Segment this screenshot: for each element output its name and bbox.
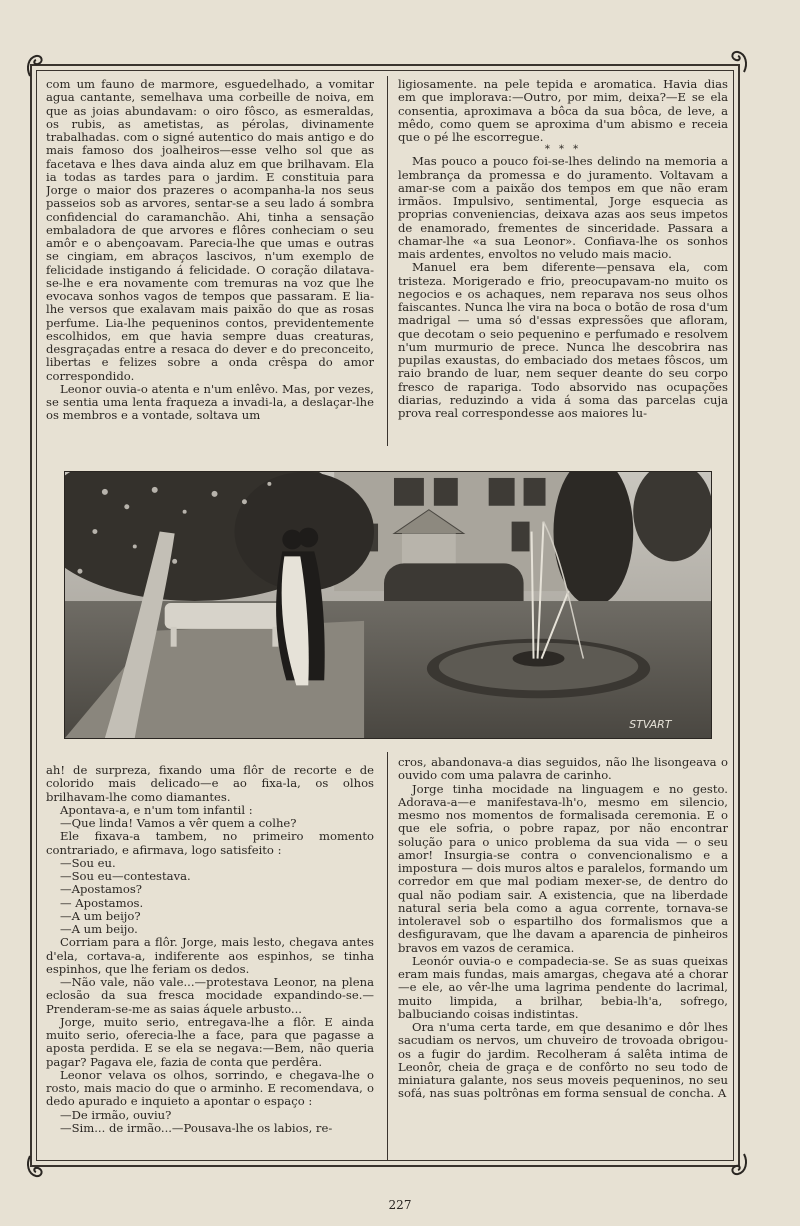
paragraph: —Sou eu. xyxy=(60,855,116,870)
paragraph: —Que linda! Vamos a vêr quem a colhe? xyxy=(60,816,297,830)
paragraph: Manuel era bem diferente—pensava ela, com tristeza. Morigerado e frio, preocupavam-no muito os negocios e os achaques, nem reparava nos seus olhos faiscantes. Nunca lhe vira na boca o botão de rosa d'um madrigal — uma só d'essas expressões que afloram, que decotam o seio pequenino e perfumado e resolvem n'um murmurio de prece. Nunca lhe descobrira nas pupilas exaustas, do embaciado dos metaes fôscos, um raio brando de luar, nem sequer deante do seu corpo fresco de rapariga. Todo absorvido nas ocupações diarias, reduzindo a vida á soma das parcelas cuja prova real correspondesse aos maiores lu- xyxy=(398,260,728,420)
paragraph: —Apostamos? xyxy=(60,882,143,897)
paragraph: ligiosamente. na pele tepida e aromatica. Havia dias em que implorava:—Outro, por mim, deixa?—E se ela consentia, aproximava a bôca da sua bôca, de leve, a mêdo, como quem se aproxima d'um abismo e receia que o pé lhe escorregue. xyxy=(398,78,728,144)
column-top-left xyxy=(46,78,374,444)
corner-ornament-top-right xyxy=(724,48,750,74)
paragraph: Leonor velava os olhos, sorrindo, e chegava-lhe o rosto, mais macio do que o arminho. E recomendava, o dedo apurado e inquieto a apontar o espaço : xyxy=(46,1067,374,1109)
paragraph: Ele fixava-a tambem, no primeiro momento contrariado, e afirmava, logo satisfeito : xyxy=(46,829,374,857)
paragraph: Leonor ouvia-o atenta e n'um enlêvo. Mas, por vezes, se sentia uma lenta fraqueza a invadi-la, a deslaçar-lhe os membros e a vontade, soltava um xyxy=(46,381,374,423)
paragraph: Mas pouco a pouco foi-se-lhes delindo na memoria a lembrança da promessa e do juramento. Voltavam a amar-se com a paixão dos tempos em que não eram irmãos. Impulsivo, sentimental, Jorge esquecia as proprias conveniencias, deixava azas aos seus impetos de enamorado, frementes de sinceridade. Passara a chamar-lhe «a sua Leonor». Confiava-lhe os sonhos mais ardentes, envoltos no veludo mais macio. xyxy=(398,154,728,261)
paragraph: —A um beijo. xyxy=(60,922,138,936)
paragraph: —Sim... de irmão...—Pousava-lhe os labios, re- xyxy=(60,1120,333,1135)
paragraph: ah! de surpreza, fixando uma flôr de recorte e de colorido mais delicado—e ao fixa-la, os olhos brilhavam-lhe como diamantes. xyxy=(46,764,374,804)
paragraph: com um fauno de marmore, esguedelhado, a vomitar agua cantante, semelhava uma corbeille de noiva, em que as joias abundavam: o oiro fôsco, as esmeraldas, os rubis, as ametistas, as pérolas, divinamente trabalhadas. com o signé autentico do mais antigo e do mais famoso dos joalheiros—esse velho sol que as facetava e lhes dava ainda aluz em que brilhavam. Ela ia todas as tardes para o jardim. E constituia para Jorge o maior dos prazeres o acompanha-la nos seus passeios sob as arvores, sentar-se a seu lado á sombra confidencial do caramanchão. Ahi, tinha a sensação embaladora de que arvores e flôres conheciam o seu amôr e o abençoavam. Parecia-lhe que umas e outras se cingiam, em abraços lascivos, n'um exemplo de felicidade instigando á felicidade. O coração dilatava-se-lhe e era novamente com tremuras na voz que lhe evocava sonhos vagos de tempos que passaram. E lia-lhe versos que exalavam mais paixão do que as rosas perfume. Lia-lhe pequeninos contos, previdentemente escolhidos, em que havia sempre duas creaturas, desgraçadas entre a resaca do dever e do preconceito, libertas e felizes sobre a onda crêspa do amor correspondido. xyxy=(46,78,374,383)
column-top-right xyxy=(398,78,728,444)
garden-illustration xyxy=(64,471,712,739)
column-divider-bottom xyxy=(387,752,388,1160)
paragraph: Jorge tinha mocidade na linguagem e no gesto. Adorava-a—e manifestava-lh'o, mesmo em silencio, mesmo nos momentos de formalisada ceremonia. E o que ele sofria, o pobre rapaz, por não encontrar solução para o unico problema da sua vida — o seu amor! Insurgia-se contra o convencionalismo e a impostura — dois muros altos e paralelos, formando um corredor em que mal podiam mexer-se, de dentro do qual não podiam sair. A existencia, que na liberdade natural seria bela como a agua corrente, tornava-se intoleravel sob o espartilho dos formalismos que a desfiguravam, que lhe davam a aparencia de pinheiros bravos em vazos de ceramica. xyxy=(398,781,728,955)
paragraph: —A um beijo? xyxy=(60,908,141,923)
paragraph: Leonór ouvia-o e compadecia-se. Se as suas queixas eram mais fundas, mais amargas, chegava até a chorar—e ele, ao vêr-lhe uma lagrima pendente do lacrimal, muito limpida, a brilhar, bebia-lh'a, sofrego, balbuciando coisas indistintas. xyxy=(398,953,728,1021)
column-bottom-right xyxy=(398,756,728,1160)
column-divider-top xyxy=(387,76,388,446)
garden-fountain-couple-illustration xyxy=(65,472,711,738)
column-bottom-left xyxy=(46,764,374,1160)
paragraph: —De irmão, ouviu? xyxy=(60,1107,172,1122)
paragraph: cros, abandonava-a dias seguidos, não lhe lisongeava o ouvido com uma palavra de carinho. xyxy=(398,756,728,783)
paragraph: Jorge, muito serio, entregava-lhe a flôr. E ainda muito serio, oferecia-lhe a face, para que pagasse a aposta perdida. E se ela se negava:—Bem, não queria pagar? Pagava ele, fazia de conta que perdêra. xyxy=(46,1014,374,1069)
paragraph: Corriam para a flôr. Jorge, mais lesto, chegava antes d'ela, cortava-a, indiferente aos espinhos, se tinha espinhos, que lhe feriam os dedos. xyxy=(46,935,374,976)
section-asterism: * * * xyxy=(544,144,582,156)
paragraph: Ora n'uma certa tarde, em que desanimo e dôr lhes sacudiam os nervos, um chuveiro de trovoada obrigou-os a fugir do jardim. Recolheram á salêta intima de Leonôr, cheia de graça e de confôrto no seu todo de miniatura galante, nos seus moveis pequeninos, no seu sofá, nas suas poltrônas em forma sensual de concha. A xyxy=(398,1020,728,1101)
paragraph: — Apostamos. xyxy=(60,895,144,910)
paragraph: —Não vale, não vale...—protestava Leonor, na plena eclosão da sua fresca mocidade expandindo-se.—Prenderam-se-me as saias áquele arbusto... xyxy=(46,975,374,1016)
illustration-signature: STVART xyxy=(629,718,672,732)
paragraph: —Sou eu—contestava. xyxy=(60,869,191,883)
corner-ornament-top-left xyxy=(24,52,50,78)
page-number: 227 xyxy=(388,1198,412,1212)
paragraph: Apontava-a, e n'um tom infantil : xyxy=(60,802,253,817)
